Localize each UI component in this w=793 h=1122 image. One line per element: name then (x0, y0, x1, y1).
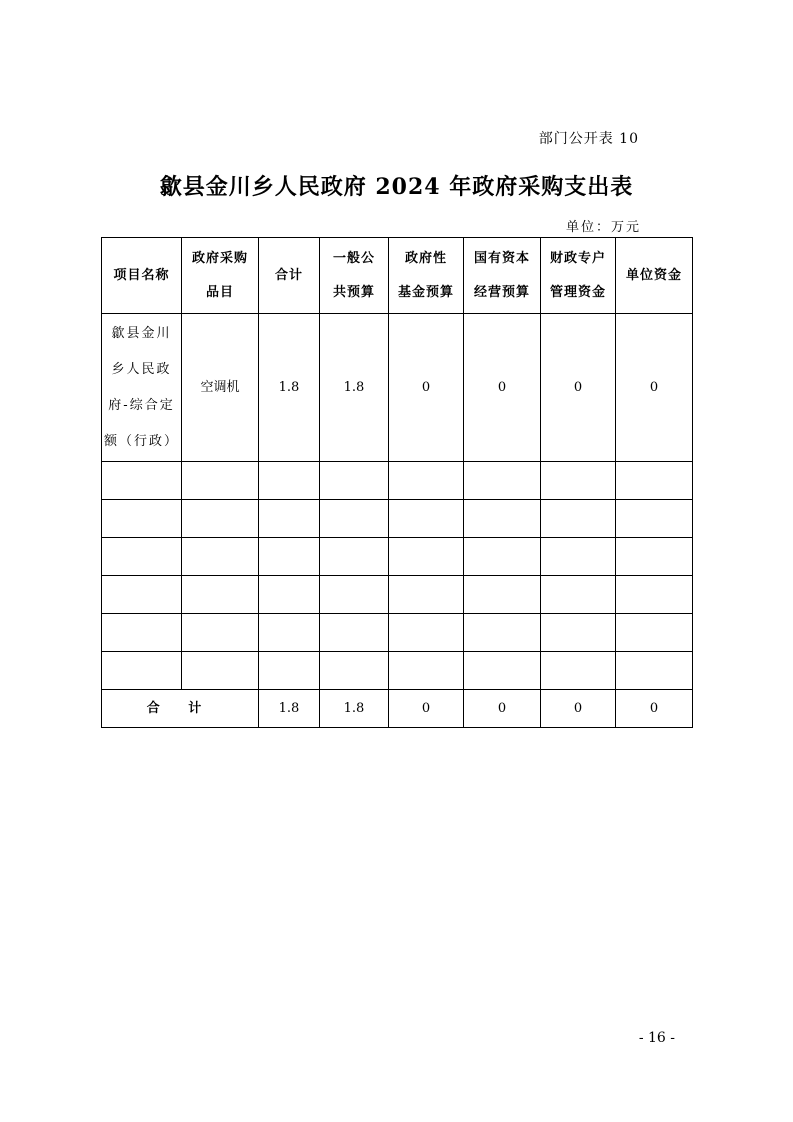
cell-total: 1.8 (259, 314, 320, 462)
empty-row (102, 614, 693, 652)
empty-row (102, 500, 693, 538)
empty-row (102, 538, 693, 576)
page-title: 歙县金川乡人民政府 2024 年政府采购支出表 (159, 174, 634, 200)
totals-gov-fund: 0 (389, 690, 464, 728)
cell-general-budget: 1.8 (320, 314, 389, 462)
cell-unit-funds: 0 (616, 314, 693, 462)
header-total: 合计 (259, 238, 320, 314)
totals-unit-funds: 0 (616, 690, 693, 728)
totals-general-budget: 1.8 (320, 690, 389, 728)
header-state-capital: 国有资本 经营预算 (464, 238, 541, 314)
empty-row (102, 652, 693, 690)
header-project-name: 项目名称 (102, 238, 182, 314)
document-ref: 部门公开表 10 (538, 131, 639, 147)
totals-state-capital: 0 (464, 690, 541, 728)
unit-label: 单位：万元 (565, 220, 641, 235)
totals-fiscal-account: 0 (541, 690, 616, 728)
table-row (102, 314, 693, 462)
totals-label: 合 计 (102, 690, 259, 728)
cell-fiscal-account: 0 (541, 314, 616, 462)
header-general-budget: 一般公 共预算 (320, 238, 389, 314)
empty-row (102, 576, 693, 614)
header-fiscal-account: 财政专户 管理资金 (541, 238, 616, 314)
cell-state-capital: 0 (464, 314, 541, 462)
header-row (102, 238, 693, 314)
header-gov-fund: 政府性 基金预算 (389, 238, 464, 314)
cell-gov-fund: 0 (389, 314, 464, 462)
totals-total: 1.8 (259, 690, 320, 728)
empty-row (102, 462, 693, 500)
procurement-table (101, 237, 693, 728)
page-number: - 16 - (638, 1030, 675, 1046)
header-unit-funds: 单位资金 (616, 238, 693, 314)
totals-row (102, 690, 693, 728)
header-procurement-item: 政府采购 品目 (182, 238, 259, 314)
cell-procurement-item: 空调机 (182, 314, 259, 462)
cell-project-name: 歙县金川 乡人民政 府-综合定 额（行政） (102, 314, 182, 462)
